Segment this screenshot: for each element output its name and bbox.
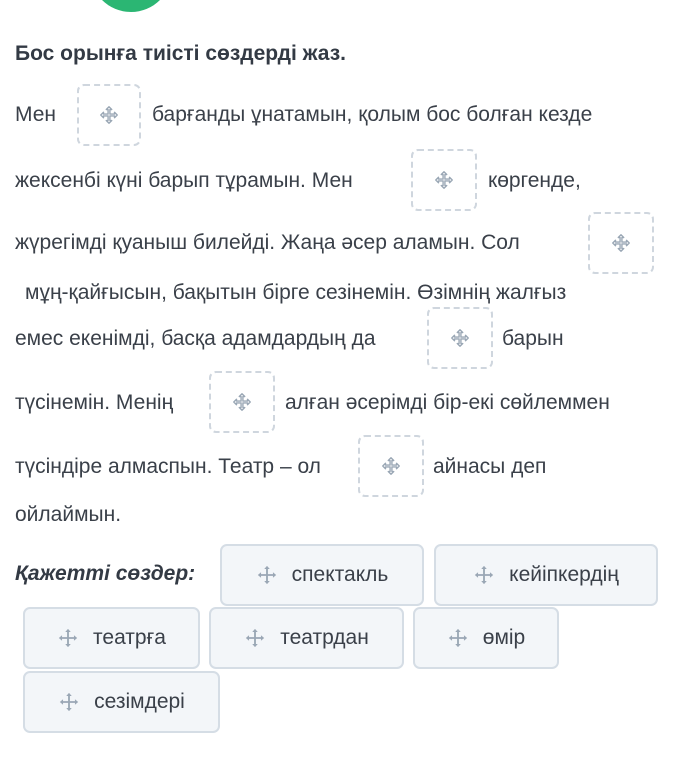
word-option-label: өмір: [482, 626, 526, 649]
blank-drop-zone-1[interactable]: [77, 84, 141, 146]
text-line: мұң-қайғысын, бақытын бірге сезінемін. Өзімнің жалғыз: [25, 281, 567, 304]
text-line: емес екенімді, басқа адамдардың да: [15, 327, 376, 350]
text-line: алған әсерімді бір-екі сөйлеммен: [285, 391, 610, 414]
word-option-label: сезімдері: [94, 690, 185, 713]
blank-drop-zone-3[interactable]: [588, 212, 654, 274]
word-option-spektakl[interactable]: [220, 544, 424, 606]
instruction-heading: Бос орынға тиісті сөздерді жаз.: [15, 42, 346, 65]
word-option-omir[interactable]: [413, 607, 559, 669]
blank-drop-zone-4[interactable]: [427, 307, 493, 369]
text-line: көргенде,: [488, 169, 581, 192]
move-target-icon: [449, 327, 471, 349]
move-target-icon: [380, 455, 402, 477]
status-indicator: [90, 0, 172, 12]
word-option-keyipkerdin[interactable]: [434, 544, 658, 606]
blank-drop-zone-5[interactable]: [209, 371, 275, 433]
move-target-icon: [98, 104, 120, 126]
text-line: түсіндіре алмаспын. Театр – ол: [15, 455, 321, 478]
blank-drop-zone-2[interactable]: [411, 149, 477, 211]
text-line: барғанды ұнатамын, қолым бос болған кезде: [152, 103, 593, 126]
text-line: жүрегімді қуаныш билейді. Жаңа әсер аламын. Сол: [15, 231, 520, 254]
word-option-label: театрдан: [280, 626, 369, 649]
word-bank-label: Қажетті сөздер:: [15, 562, 196, 585]
drag-handle-icon: [256, 564, 278, 586]
text-line: ойлаймын.: [15, 503, 122, 526]
word-option-teatrga[interactable]: [23, 607, 200, 669]
text-line: түсінемін. Менің: [15, 391, 174, 414]
drag-handle-icon: [244, 627, 266, 649]
word-option-label: театрға: [93, 626, 166, 649]
word-option-sezimderi[interactable]: [23, 671, 220, 733]
text-line: айнасы деп: [433, 455, 547, 478]
text-line: Мен: [15, 103, 57, 126]
drag-handle-icon: [57, 627, 79, 649]
text-line: жексенбі күні барып тұрамын. Мен: [15, 169, 353, 192]
word-option-label: кейіпкердің: [509, 563, 619, 586]
text-line: барын: [502, 327, 564, 350]
drag-handle-icon: [447, 627, 469, 649]
move-target-icon: [610, 232, 632, 254]
blank-drop-zone-6[interactable]: [358, 435, 424, 497]
move-target-icon: [231, 391, 253, 413]
drag-handle-icon: [58, 691, 80, 713]
word-option-teatrdan[interactable]: [209, 607, 404, 669]
word-option-label: спектакль: [291, 563, 389, 586]
drag-handle-icon: [473, 564, 495, 586]
move-target-icon: [433, 169, 455, 191]
